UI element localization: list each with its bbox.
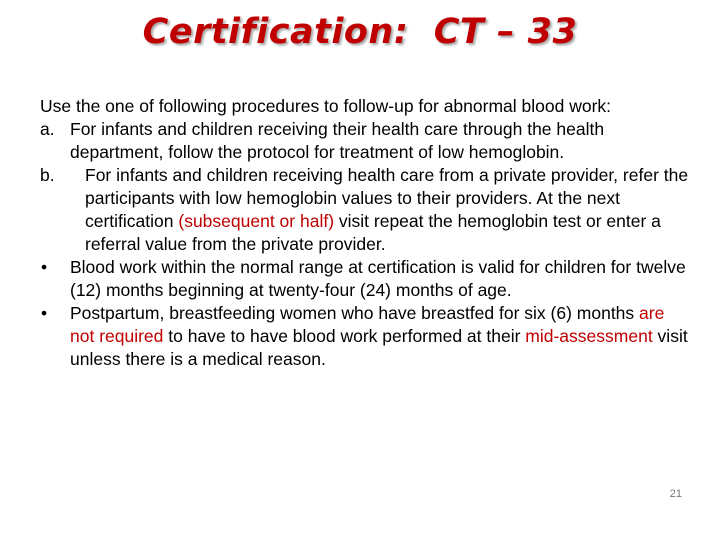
bullet-text: visit unless there is a medical reason. bbox=[70, 326, 688, 369]
page-number: 21 bbox=[669, 488, 682, 500]
list-marker: a. bbox=[40, 119, 55, 139]
bullet-item-1 bbox=[40, 256, 690, 302]
intro-text: Use the one of following procedures to follow-up for abnormal blood work: bbox=[40, 96, 612, 116]
bullet-text: to have to have blood work performed at their bbox=[163, 326, 526, 346]
bullet-icon: • bbox=[41, 303, 48, 323]
list-marker: b. bbox=[40, 165, 55, 185]
highlight-text: are not required bbox=[70, 303, 665, 346]
slide-body bbox=[40, 95, 690, 371]
list-item-text: For infants and children receiving their health care through the health department, follow the protocol for treatment of low hemoglobin. bbox=[70, 119, 605, 162]
bullet-icon: • bbox=[41, 257, 48, 277]
list-item-text: visit repeat the hemoglobin test or enter a referral value from the private provider. bbox=[85, 211, 661, 254]
bullet-text: Postpartum, breastfeeding women who have breastfed for six (6) months bbox=[70, 303, 640, 323]
highlight-text: mid-assessment bbox=[525, 326, 653, 346]
list-item-text: For infants and children receiving health care from a private provider, refer the participants with low hemoglobin values to their providers. At the next certification bbox=[85, 165, 689, 231]
highlight-text: (subsequent or half) bbox=[178, 211, 335, 231]
bullet-item-2 bbox=[40, 302, 690, 371]
list-item-a bbox=[40, 118, 690, 164]
slide-title: Certification: CT – 33 bbox=[142, 12, 578, 52]
list-item-b bbox=[40, 164, 690, 256]
bullet-text: Blood work within the normal range at certification is valid for children for twelve (12) months beginning at twenty-four (24) months of age. bbox=[70, 257, 686, 300]
